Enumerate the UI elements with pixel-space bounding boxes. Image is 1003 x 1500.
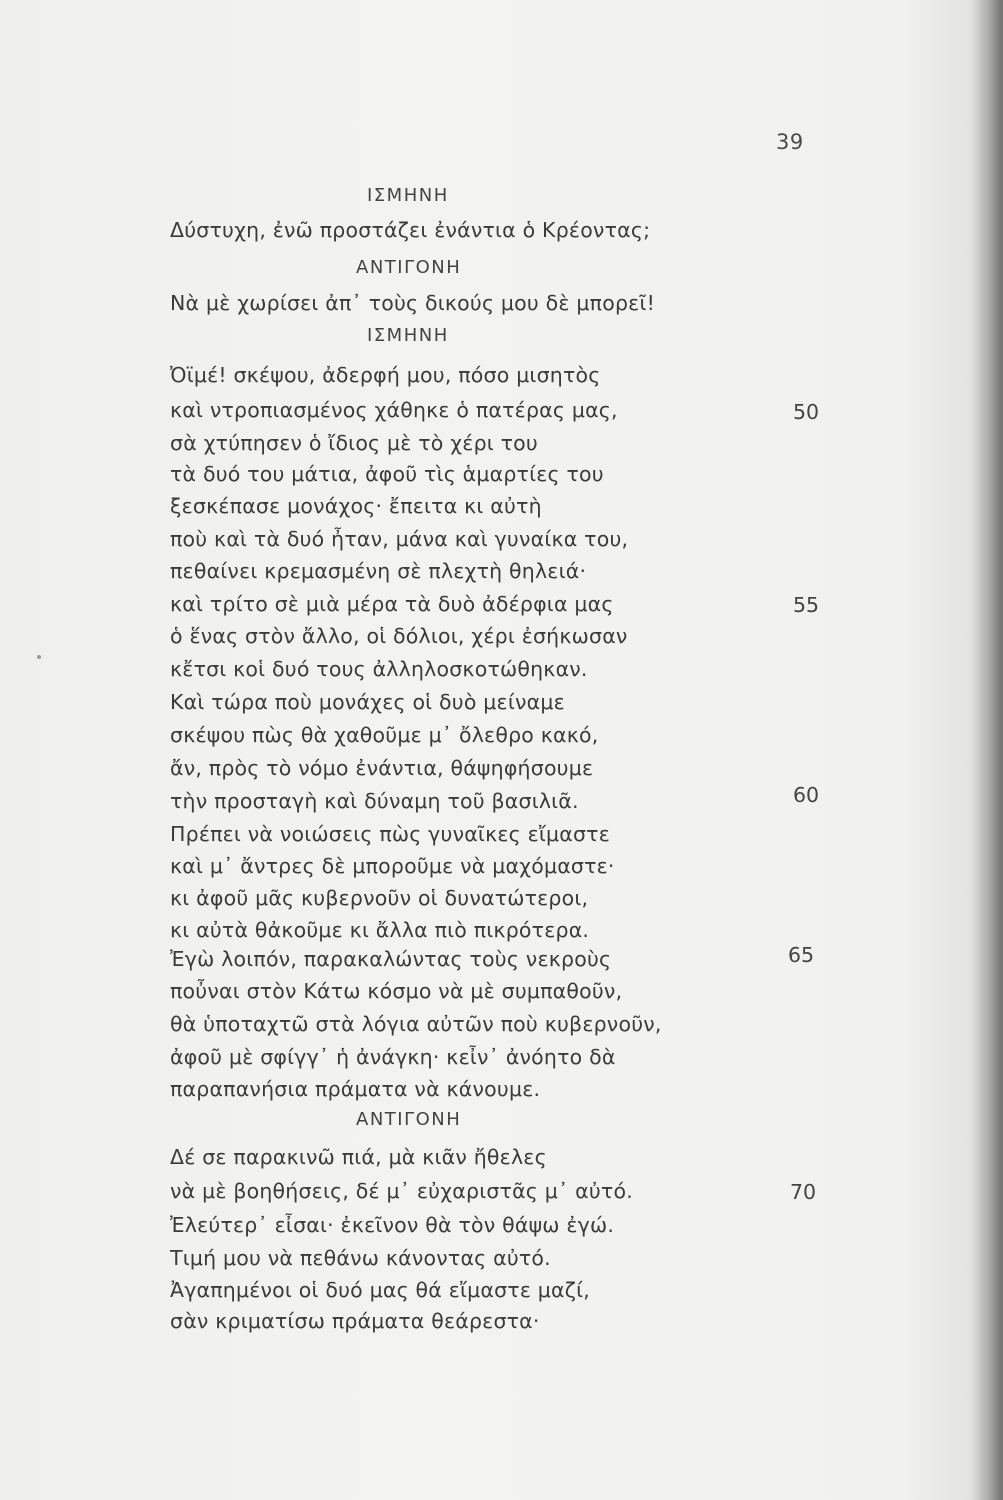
line-number: 65 <box>788 943 815 967</box>
verse-line: πεθαίνει κρεμασμένη σὲ πλεχτὴ θηλειά· <box>170 559 587 583</box>
verse-line: ποὺ καὶ τὰ δυό ἦταν, μάνα καὶ γυναίκα του, <box>170 527 629 551</box>
verse-line: κι ἀφοῦ μᾶς κυβερνοῦν οἱ δυνατώτεροι, <box>170 886 589 910</box>
verse-line: θὰ ὑποταχτῶ στὰ λόγια αὐτῶν ποὺ κυβερνοῦν, <box>170 1012 662 1036</box>
verse-line: Δέ σε παρακινῶ πιά, μὰ κιᾶν ἤθελες <box>170 1145 547 1169</box>
line-number: 50 <box>793 400 820 424</box>
verse-line: σὰν κριματίσω πράματα θεάρεστα· <box>170 1309 540 1333</box>
verse-line: σκέψου πὼς θὰ χαθοῦμε μ᾽ ὄλεθρο κακό, <box>170 723 599 747</box>
verse-line: νὰ μὲ βοηθήσεις, δέ μ᾽ εὐχαριστᾶς μ᾽ αὐτό. <box>170 1179 633 1203</box>
speaker-heading: ΑΝΤΙΓΟΝΗ <box>356 1109 462 1130</box>
line-number: 70 <box>790 1180 817 1204</box>
verse-line: ποὖναι στὸν Κάτω κόσμο νὰ μὲ συμπαθοῦν, <box>170 979 623 1003</box>
verse-line: κἔτσι κοἱ δυό τους ἀλληλοσκοτώθηκαν. <box>170 657 588 681</box>
line-number: 60 <box>793 783 820 807</box>
verse-line: Καὶ τώρα ποὺ μονάχες οἱ δυὸ μείναμε <box>170 690 565 714</box>
verse-line: Δύστυχη, ἐνῶ προστάζει ἐνάντια ὁ Κρέοντας; <box>170 218 651 242</box>
page-number: 39 <box>776 130 804 154</box>
verse-line: Πρέπει νὰ νοιώσεις πὼς γυναῖκες εἴμαστε <box>170 822 610 846</box>
verse-line: Τιμή μου νὰ πεθάνω κάνοντας αὐτό. <box>170 1246 551 1270</box>
speaker-heading: ΙΣΜΗΝΗ <box>367 185 449 206</box>
verse-line: ξεσκέπασε μονάχος· ἔπειτα κι αὐτὴ <box>170 494 542 518</box>
verse-line: ἀφοῦ μὲ σφίγγ᾽ ἡ ἀνάγκη· κεἶν᾽ ἀνόητο δὰ <box>170 1045 616 1069</box>
verse-line: σὰ χτύπησεν ὁ ἴδιος μὲ τὸ χέρι του <box>170 431 538 455</box>
verse-line: Νὰ μὲ χωρίσει ἀπ᾽ τοὺς δικούς μου δὲ μπορεῖ! <box>170 291 655 315</box>
verse-line: παραπανήσια πράματα νὰ κάνουμε. <box>170 1077 541 1101</box>
verse-line: καὶ τρίτο σὲ μιὰ μέρα τὰ δυὸ ἀδέρφια μας <box>170 592 614 616</box>
speaker-heading: ΑΝΤΙΓΟΝΗ <box>356 257 462 278</box>
speaker-heading: ΙΣΜΗΝΗ <box>367 325 449 346</box>
verse-line: Ὀϊμέ! σκέψου, ἀδερφή μου, πόσο μισητὸς <box>170 363 601 387</box>
verse-line: τὴν προσταγὴ καὶ δύναμη τοῦ βασιλιᾶ. <box>170 789 579 813</box>
verse-line: Ἐλεύτερ᾽ εἶσαι· ἐκεῖνον θὰ τὸν θάψω ἐγώ. <box>170 1213 615 1237</box>
verse-line: καὶ μ᾽ ἄντρες δὲ μποροῦμε νὰ μαχόμαστε· <box>170 854 615 878</box>
verse-line: ὁ ἕνας στὸν ἄλλο, οἱ δόλιοι, χέρι ἐσήκωσαν <box>170 624 628 648</box>
verse-line: ἄν, πρὸς τὸ νόμο ἐνάντια, θάψηφήσουμε <box>170 756 594 780</box>
verse-line: Ἐγὼ λοιπόν, παρακαλώντας τοὺς νεκροὺς <box>170 947 612 971</box>
line-number: 55 <box>793 593 820 617</box>
verse-line: Ἀγαπημένοι οἱ δυό μας θά εἴμαστε μαζί, <box>170 1278 590 1302</box>
verse-line: τὰ δυό του μάτια, ἀφοῦ τὶς ἁμαρτίες του <box>170 462 604 486</box>
verse-line: κι αὐτὰ θἀκοῦμε κι ἄλλα πιὸ πικρότερα. <box>170 918 590 942</box>
verse-line: καὶ ντροπιασμένος χάθηκε ὁ πατέρας μας, <box>170 398 618 422</box>
